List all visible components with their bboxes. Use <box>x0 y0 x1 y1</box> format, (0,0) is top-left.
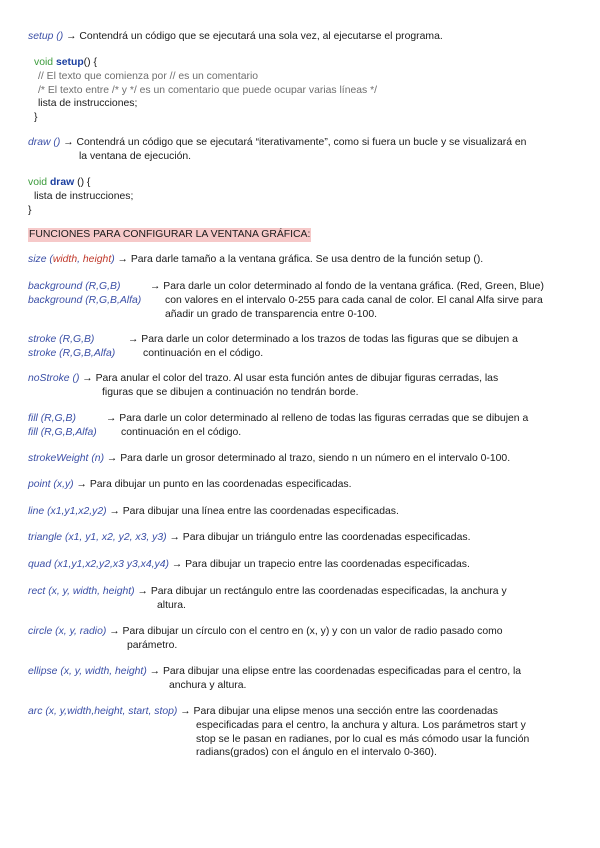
setup-code-block: void setup() { // El texto que comienza por // es un comentario /* El texto entre /* y */ es un comentario que puede ocupar varias líneas */ lista de instrucciones; } <box>32 56 577 125</box>
nostroke-entry: noStroke () → Para anular el color del trazo. Al usar esta función antes de dibujar figuras cerradas, las figuras que se dibujen a continuación no tendrán borde. <box>28 373 499 398</box>
strokeweight-entry: strokeWeight (n) → Para darle un grosor determinado al trazo, siendo n un número en el intervalo 0-100. <box>28 453 511 464</box>
draw-description: draw () → Contendrá un código que se ejecutará “iterativamente”, como si fuera un bucle y se visualizará en la ventana de ejecución. <box>28 137 527 162</box>
rect-entry: rect (x, y, width, height) → Para dibujar un rectángulo entre las coordenadas especificadas, la anchura y altura. <box>28 586 507 611</box>
stroke-entry: stroke (R,G,B) stroke (R,G,B,Alfa) → Para darle un color determinado a los trazos de todas las figuras que se dibujen a continuación en el código. <box>28 334 518 359</box>
fill-entry: fill (R,G,B) fill (R,G,B,Alfa) → Para darle un color determinado al relleno de todas las figuras cerradas que se dibujen a continuación en el código. <box>28 413 529 438</box>
line-entry: line (x1,y1,x2,y2) → Para dibujar una línea entre las coordenadas especificadas. <box>28 506 399 517</box>
setup-description: setup () → Contendrá un código que se ejecutará una sola vez, al ejecutarse el programa. <box>28 31 443 42</box>
point-entry: point (x,y) → Para dibujar un punto en las coordenadas especificadas. <box>28 479 352 490</box>
code-comment: /* El texto entre /* y */ es un comentario que puede ocupar varias líneas */ <box>38 84 378 96</box>
function-name: setup <box>28 31 54 42</box>
triangle-entry: triangle (x1, y1, x2, y2, x3, y3) → Para dibujar un triángulo entre las coordenadas especificadas. <box>28 532 471 543</box>
arc-entry: arc (x, y,width,height, start, stop) → Para dibujar una elipse menos una sección entre las coordenadas especificadas para el centro, la anchura y altura. Los parámetros start y stop se le pasan en radianes, por lo cual es más cómodo usar la función radians(grados) con el ángulo en el intervalo 0-360). <box>28 706 530 759</box>
ellipse-entry: ellipse (x, y, width, height) → Para dibujar una elipse entre las coordenadas especificadas para el centro, la anchura y altura. <box>28 666 522 691</box>
code-comment: // El texto que comienza por // es un comentario <box>38 70 259 82</box>
circle-entry: circle (x, y, radio) → Para dibujar un círculo con el centro en (x, y) y con un valor de radio pasado como parámetro. <box>28 626 503 651</box>
section-heading: FUNCIONES PARA CONFIGURAR LA VENTANA GRÁFICA: <box>29 229 311 240</box>
function-name: draw <box>28 137 51 148</box>
quad-entry: quad (x1,y1,x2,y2,x3 y3,x4,y4) → Para dibujar un trapecio entre las coordenadas especificadas. <box>28 559 470 570</box>
size-entry: size (width, height) → Para darle tamaño a la ventana gráfica. Se usa dentro de la función setup (). <box>28 254 484 265</box>
background-entry: background (R,G,B) background (R,G,B,Alfa) → Para darle un color determinado al fondo de la ventana gráfica. (Red, Green, Blue) con valores en el intervalo 0-255 para cada canal de color. El canal Alfa sirve para añadir un grado de transparencia entre 0-100. <box>28 281 544 320</box>
draw-code-block: void draw () { lista de instrucciones; } <box>28 177 134 216</box>
